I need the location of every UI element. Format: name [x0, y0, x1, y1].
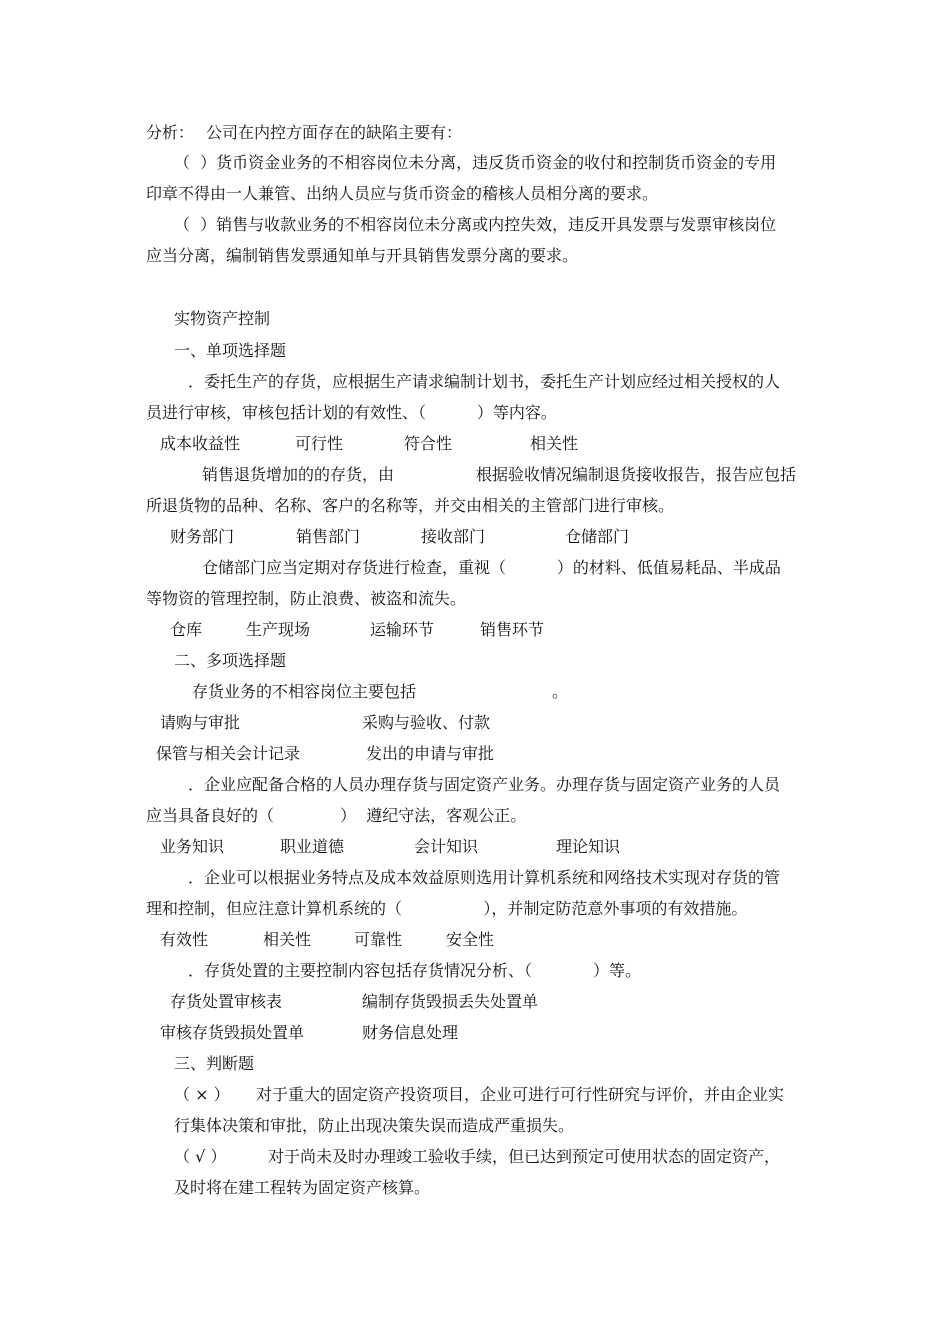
option-c: 符合性: [404, 434, 453, 453]
analysis-point-2-line-1: （ ）销售与收款业务的不相容岗位未分离或内控失效，违反开具发票与发票审核岗位: [174, 215, 777, 234]
option-a: 业务知识: [160, 837, 225, 856]
multi-q2-line-2: 应当具备良好的（ ） 遵纪守法，客观公正。: [146, 806, 527, 825]
single-q2-line-2: 所退货物的品种、名称、客户的名称等，并交由相关的主管部门进行审核。: [146, 496, 675, 515]
single-choice-heading: 一、单项选择题: [174, 341, 287, 360]
option-b: 生产现场: [246, 620, 311, 639]
option-d: 仓储部门: [565, 527, 630, 546]
option-c: 接收部门: [421, 527, 486, 546]
option-a: 成本收益性: [160, 434, 241, 453]
single-q3-line-1: 仓储部门应当定期对存货进行检查，重视（ ）的材料、低值易耗品、半成品: [202, 558, 781, 577]
multi-q3-line-1: ．企业可以根据业务特点及成本效益原则选用计算机系统和网络技术实现对存货的管: [188, 868, 781, 887]
multi-q3-line-2: 理和控制，但应注意计算机系统的（ ），并制定防范意外事项的有效措施。: [146, 899, 748, 918]
option-d: 财务信息处理: [362, 1023, 459, 1042]
option-b: 相关性: [263, 930, 312, 949]
option-a: 存货处置审核表: [170, 992, 283, 1011]
judge-1-line-1: 对于重大的固定资产投资项目，企业可进行可行性研究与评价，并由企业实: [256, 1085, 785, 1104]
single-q1-line-2: 员进行审核，审核包括计划的有效性、（ ）等内容。: [146, 403, 557, 422]
analysis-heading: 分析：: [146, 123, 195, 142]
judge-1-mark: （ × ）: [174, 1085, 230, 1104]
option-c: 保管与相关会计记录: [156, 744, 301, 763]
option-d: 销售环节: [480, 620, 545, 639]
option-b: 销售部门: [296, 527, 361, 546]
single-q1-line-1: ．委托生产的存货，应根据生产请求编制计划书，委托生产计划应经过相关授权的人: [188, 372, 781, 391]
multi-q1-end: 。: [552, 682, 569, 701]
option-c: 可靠性: [354, 930, 403, 949]
option-c: 会计知识: [414, 837, 479, 856]
option-a: 请购与审批: [160, 713, 241, 732]
option-d: 发出的申请与审批: [366, 744, 495, 763]
multi-q4-line-1: ．存货处置的主要控制内容包括存货情况分析、（ ）等。: [188, 961, 642, 980]
option-b: 编制存货毁损丢失处置单: [362, 992, 539, 1011]
judge-heading: 三、判断题: [174, 1054, 255, 1073]
option-d: 安全性: [446, 930, 495, 949]
option-a: 仓库: [170, 620, 203, 639]
judge-2-mark: （ √ ）: [174, 1147, 227, 1166]
option-d: 相关性: [530, 434, 579, 453]
option-a: 财务部门: [170, 527, 235, 546]
analysis-point-1-line-2: 印章不得由一人兼管、出纳人员应与货币资金的稽核人员相分离的要求。: [146, 184, 659, 203]
option-d: 理论知识: [556, 837, 621, 856]
analysis-intro: 公司在内控方面存在的缺陷主要有：: [206, 123, 463, 142]
judge-2-line-1: 对于尚未及时办理竣工验收手续，但已达到预定可使用状态的固定资产，: [268, 1147, 781, 1166]
analysis-point-2-line-2: 应当分离，编制销售发票通知单与开具销售发票分离的要求。: [146, 246, 579, 265]
multi-choice-heading: 二、多项选择题: [174, 651, 287, 670]
multi-q2-line-1: ．企业应配备合格的人员办理存货与固定资产业务。办理存货与固定资产业务的人员: [188, 775, 781, 794]
single-q2-line-1b: 根据验收情况编制退货接收报告，报告应包括: [476, 465, 797, 484]
section-title: 实物资产控制: [174, 309, 271, 328]
option-b: 职业道德: [280, 837, 345, 856]
option-a: 有效性: [160, 930, 209, 949]
single-q3-line-2: 等物资的管理控制，防止浪费、被盗和流失。: [146, 589, 467, 608]
analysis-point-1-line-1: （ ）货币资金业务的不相容岗位未分离，违反货币资金的收付和控制货币资金的专用: [174, 153, 777, 172]
judge-1-line-2: 行集体决策和审批，防止出现决策失误而造成严重损失。: [174, 1116, 575, 1135]
option-c: 审核存货毁损处置单: [160, 1023, 305, 1042]
single-q2-line-1a: 销售退货增加的的存货，由: [202, 465, 395, 484]
judge-2-line-2: 及时将在建工程转为固定资产核算。: [174, 1178, 431, 1197]
option-b: 采购与验收、付款: [362, 713, 491, 732]
multi-q1-text: 存货业务的不相容岗位主要包括: [192, 682, 417, 701]
option-b: 可行性: [295, 434, 344, 453]
option-c: 运输环节: [370, 620, 435, 639]
